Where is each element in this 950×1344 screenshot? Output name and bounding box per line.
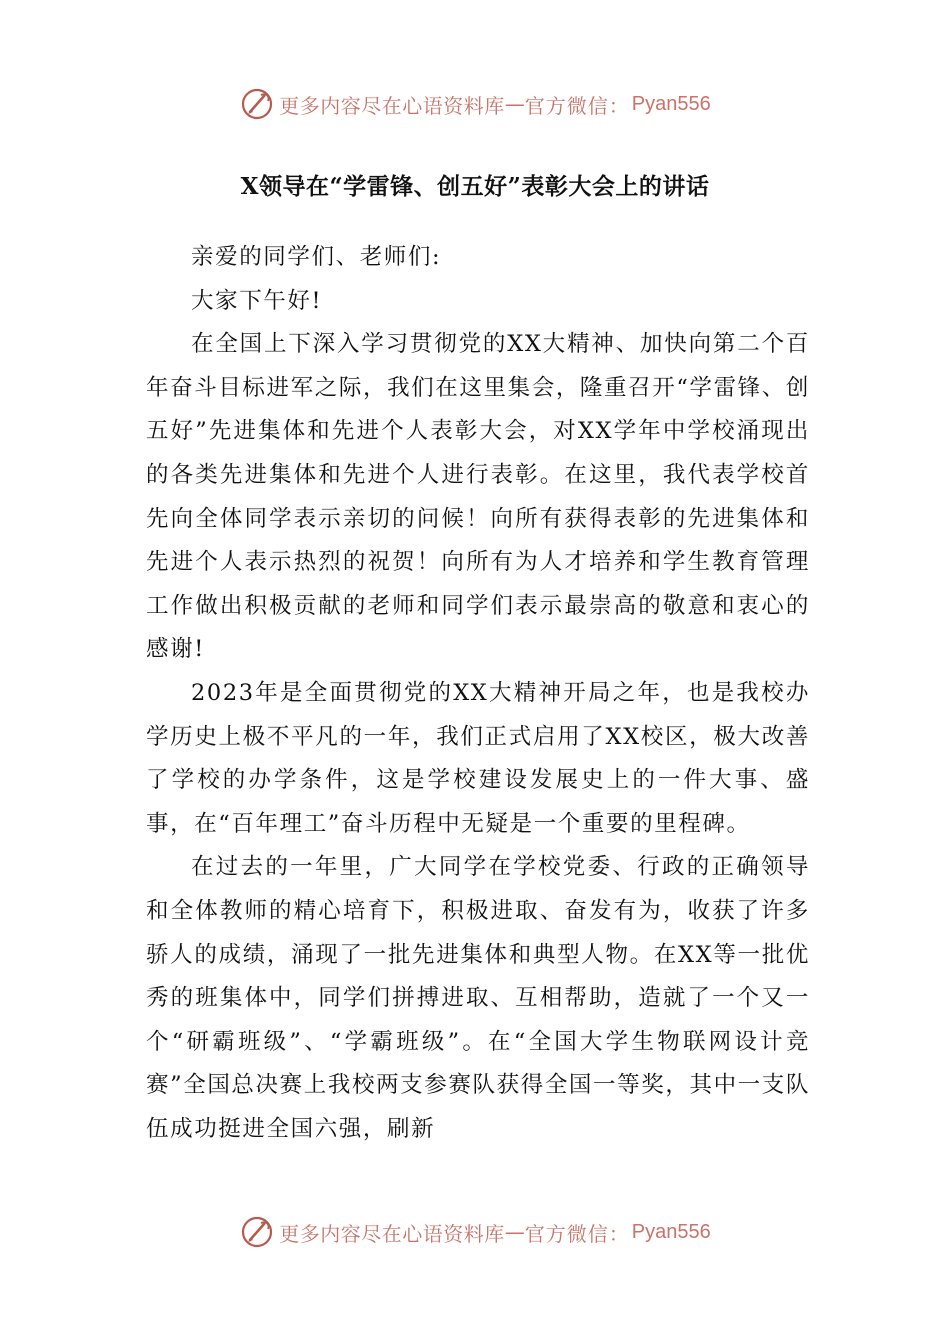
body-paragraph: 在全国上下深入学习贯彻党的XX大精神、加快向第二个百年奋斗目标进军之际，我们在这里集会，隆重召开“学雷锋、创五好”先进集体和先进个人表彰大会，对XX学年中学校涌现出的各类先进集体和先进个人进行表彰。在这里，我代表学校首先向全体同学表示亲切的问候！向所有获得表彰的先进集体和先进个人表示热烈的祝贺！向所有为人才培养和学生教育管理工作做出积极贡献的老师和同学们表示最崇高的敬意和衷心的感谢! [146,331,810,663]
watermark-handle: Pyan556 [631,92,711,115]
document-title: X领导在“学雷锋、创五好”表彰大会上的讲话 [240,173,710,200]
watermark-banner-bottom [0,1210,950,1254]
body-paragraph: 2023年是全面贯彻党的XX大精神开局之年，也是我校办学历史上极不平凡的一年，我们正式启用了XX校区，极大改善了学校的办学条件，这是学校建设发展史上的一件大事、盛事，在“百年理工”奋斗历程中无疑是一个重要的里程碑。 [146,679,810,837]
document-body [146,236,810,1151]
pen-circle-logo-icon [239,86,275,122]
watermark-separator: — [504,92,525,116]
body-paragraph: 在过去的一年里，广大同学在学校党委、行政的正确领导和全体教师的精心培育下，积极进取、奋发有为，收获了许多骄人的成绩，涌现了一批先进集体和典型人物。在XX等一批优秀的班集体中，同学们拼搏进取、互相帮助，造就了一个又一个“研霸班级”、“学霸班级”。在“全国大学生物联网设计竞赛”全国总决赛上我校两支参赛队获得全国一等奖，其中一支队伍成功挺进全国六强，刷新 [146,854,810,1142]
watermark-label: 官方微信： [524,93,630,118]
watermark-brand: 更多内容尽在心语资料库 [279,1221,505,1246]
salutation: 亲爱的同学们、老师们: [191,244,442,270]
watermark-handle: Pyan556 [631,1220,711,1243]
watermark-separator: — [504,1220,525,1244]
watermark-label: 官方微信： [524,1221,630,1246]
watermark-brand: 更多内容尽在心语资料库 [279,93,505,118]
pen-circle-logo-icon [239,1214,275,1250]
watermark-banner-top [0,82,950,126]
greeting: 大家下午好! [191,287,323,314]
